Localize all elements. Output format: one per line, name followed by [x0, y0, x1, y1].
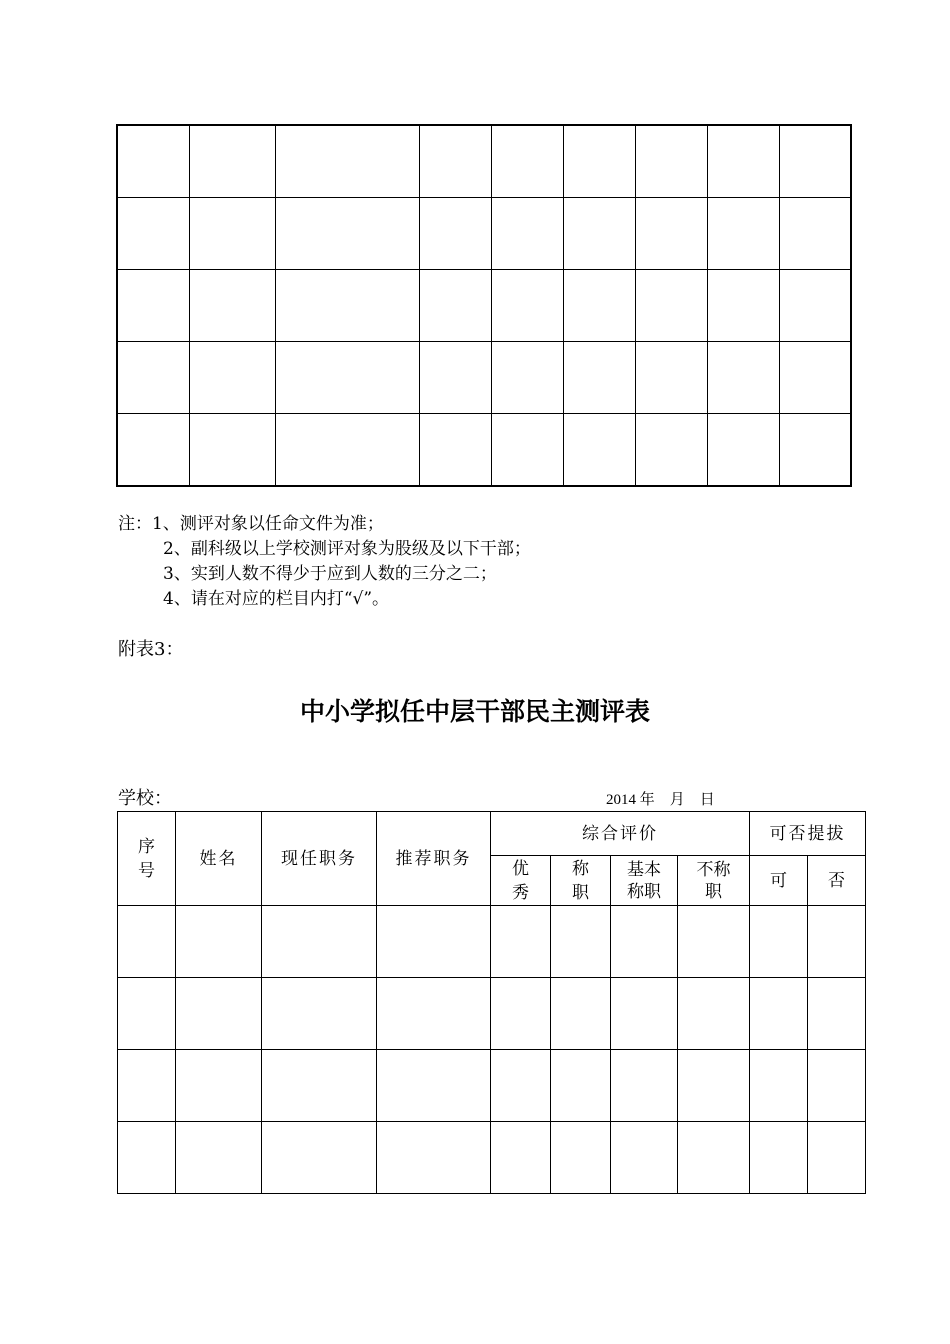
top-table-cell[interactable] [707, 270, 779, 342]
evaluation-cell[interactable] [377, 906, 491, 978]
top-table-row [117, 125, 851, 198]
top-table-cell[interactable] [189, 125, 275, 198]
evaluation-cell[interactable] [678, 978, 750, 1050]
evaluation-cell[interactable] [611, 1050, 678, 1122]
note-line-1: 注：1、测评对象以任命文件为准； [118, 514, 384, 534]
top-table-cell[interactable] [563, 125, 635, 198]
top-table-cell[interactable] [491, 125, 563, 198]
top-table-cell[interactable] [419, 414, 491, 487]
top-table-cell[interactable] [707, 342, 779, 414]
evaluation-cell[interactable] [808, 1050, 866, 1122]
top-table-cell[interactable] [779, 125, 851, 198]
header-current-position: 现任职务 [262, 812, 377, 906]
evaluation-cell[interactable] [551, 1122, 611, 1194]
evaluation-cell[interactable] [377, 978, 491, 1050]
top-table-cell[interactable] [635, 342, 707, 414]
top-table-cell[interactable] [189, 414, 275, 487]
top-table-cell[interactable] [117, 125, 189, 198]
top-table-cell[interactable] [563, 342, 635, 414]
evaluation-cell[interactable] [491, 1050, 551, 1122]
top-table-cell[interactable] [635, 125, 707, 198]
top-table-cell[interactable] [779, 414, 851, 487]
top-table-cell[interactable] [563, 414, 635, 487]
top-table-cell[interactable] [117, 414, 189, 487]
top-table-cell[interactable] [779, 270, 851, 342]
top-table-cell[interactable] [491, 414, 563, 487]
top-table-cell[interactable] [491, 342, 563, 414]
evaluation-cell[interactable] [118, 1050, 176, 1122]
top-table-cell[interactable] [635, 198, 707, 270]
evaluation-cell[interactable] [176, 978, 262, 1050]
top-table-row [117, 198, 851, 270]
evaluation-cell[interactable] [551, 1050, 611, 1122]
top-table-cell[interactable] [189, 198, 275, 270]
note-line-2: 2、副科级以上学校测评对象为股级及以下干部； [163, 539, 531, 559]
evaluation-cell[interactable] [491, 978, 551, 1050]
sub-header-competent: 称职 [551, 856, 611, 906]
evaluation-row [118, 978, 866, 1050]
evaluation-row [118, 906, 866, 978]
evaluation-table [117, 811, 866, 1194]
top-table-cell[interactable] [275, 198, 419, 270]
top-table-row [117, 342, 851, 414]
evaluation-cell[interactable] [611, 906, 678, 978]
note-line-3: 3、实到人数不得少于应到人数的三分之二； [163, 564, 497, 584]
header-seq: 序号 [118, 812, 176, 906]
header-promotable: 可否提拔 [750, 812, 866, 856]
evaluation-table-body [118, 906, 866, 1194]
top-table-cell[interactable] [419, 198, 491, 270]
top-table-cell[interactable] [707, 414, 779, 487]
top-table-row [117, 270, 851, 342]
evaluation-cell[interactable] [551, 978, 611, 1050]
top-table-cell[interactable] [275, 270, 419, 342]
top-table-cell[interactable] [491, 270, 563, 342]
top-table-cell[interactable] [779, 198, 851, 270]
header-overall-evaluation: 综合评价 [491, 812, 750, 856]
top-table-cell[interactable] [117, 198, 189, 270]
top-table-body [117, 125, 851, 486]
evaluation-cell[interactable] [262, 906, 377, 978]
evaluation-cell[interactable] [118, 1122, 176, 1194]
evaluation-cell[interactable] [551, 906, 611, 978]
top-table-cell[interactable] [117, 342, 189, 414]
evaluation-row [118, 1050, 866, 1122]
evaluation-row [118, 1122, 866, 1194]
top-table-cell[interactable] [275, 414, 419, 487]
top-table-cell[interactable] [635, 414, 707, 487]
evaluation-cell[interactable] [118, 978, 176, 1050]
date-label: 2014 年 月 日 [606, 792, 715, 808]
evaluation-cell[interactable] [491, 906, 551, 978]
evaluation-cell[interactable] [611, 978, 678, 1050]
evaluation-cell[interactable] [262, 978, 377, 1050]
evaluation-cell[interactable] [491, 1122, 551, 1194]
header-row [118, 812, 866, 856]
note-line-4: 4、请在对应的栏目内打“√”。 [163, 589, 390, 609]
evaluation-cell[interactable] [808, 906, 866, 978]
top-table-cell[interactable] [275, 125, 419, 198]
top-table-cell[interactable] [707, 198, 779, 270]
top-table-cell[interactable] [419, 270, 491, 342]
school-label: 学校： [118, 788, 172, 809]
top-table-cell[interactable] [117, 270, 189, 342]
evaluation-cell[interactable] [262, 1050, 377, 1122]
evaluation-cell[interactable] [750, 978, 808, 1050]
evaluation-cell[interactable] [678, 1122, 750, 1194]
evaluation-cell[interactable] [678, 1050, 750, 1122]
appendix-label: 附表3： [118, 639, 184, 660]
top-table-row [117, 414, 851, 487]
evaluation-cell[interactable] [750, 1122, 808, 1194]
top-table-cell[interactable] [563, 270, 635, 342]
evaluation-cell[interactable] [176, 1122, 262, 1194]
evaluation-cell[interactable] [750, 1050, 808, 1122]
top-table-cell[interactable] [563, 198, 635, 270]
sub-header-excellent: 优秀 [491, 856, 551, 906]
top-table-cell[interactable] [707, 125, 779, 198]
header-name: 姓名 [176, 812, 262, 906]
evaluation-cell[interactable] [176, 1050, 262, 1122]
evaluation-cell[interactable] [750, 906, 808, 978]
evaluation-cell[interactable] [678, 906, 750, 978]
sub-header-basically-competent: 基本称职 [611, 856, 678, 906]
evaluation-cell[interactable] [118, 906, 176, 978]
header-recommended-position: 推荐职务 [377, 812, 491, 906]
sub-header-yes: 可 [750, 856, 808, 906]
evaluation-cell[interactable] [808, 978, 866, 1050]
evaluation-cell[interactable] [377, 1122, 491, 1194]
evaluation-cell[interactable] [262, 1122, 377, 1194]
top-table-cell[interactable] [419, 125, 491, 198]
top-table-cell[interactable] [189, 342, 275, 414]
top-table-cell[interactable] [419, 342, 491, 414]
evaluation-cell[interactable] [377, 1050, 491, 1122]
top-table-cell[interactable] [491, 198, 563, 270]
top-table-cell[interactable] [189, 270, 275, 342]
top-table-cell[interactable] [779, 342, 851, 414]
evaluation-cell[interactable] [808, 1122, 866, 1194]
top-blank-table [116, 124, 852, 487]
sub-header-no: 否 [808, 856, 866, 906]
form-title: 中小学拟任中层干部民主测评表 [299, 697, 650, 726]
top-table-cell[interactable] [635, 270, 707, 342]
sub-header-incompetent: 不称职 [678, 856, 750, 906]
evaluation-cell[interactable] [611, 1122, 678, 1194]
evaluation-cell[interactable] [176, 906, 262, 978]
top-table-cell[interactable] [275, 342, 419, 414]
